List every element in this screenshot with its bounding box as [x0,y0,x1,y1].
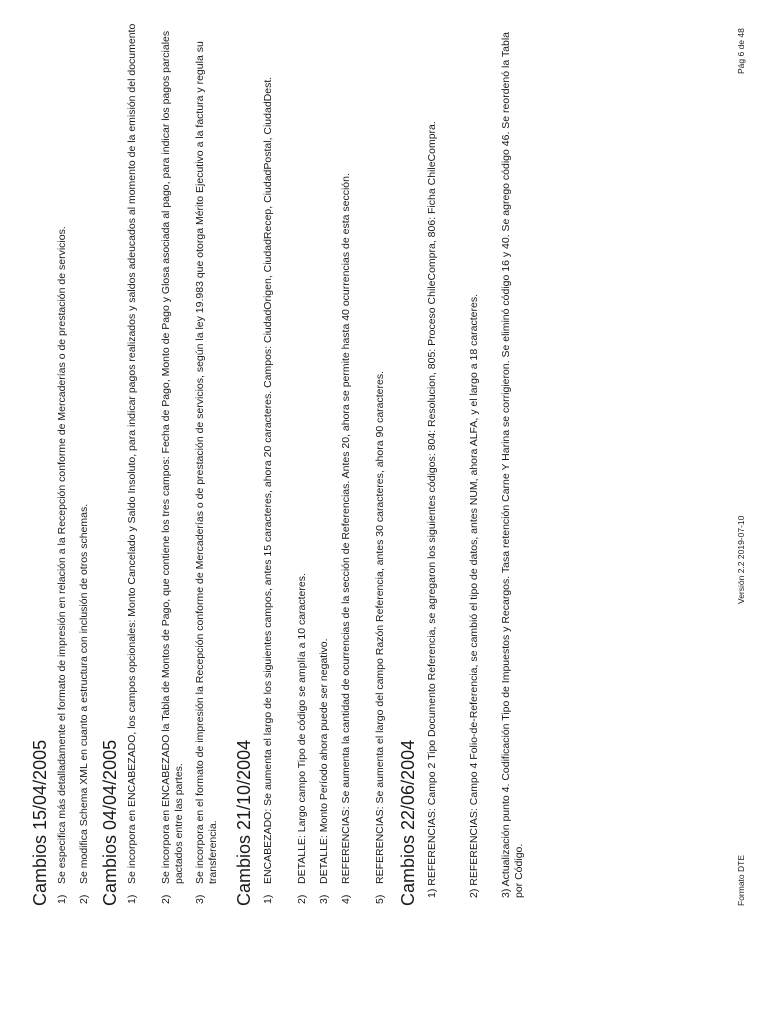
item-number: 2) [296,894,308,904]
item-text: DETALLE: Monto Período ahora puede ser negativo. [318,638,330,884]
item-text: Se incorpora en ENCABEZADO, los campos opcionales: Monto Cancelado y Saldo Insoluto, para indicar pagos realizados y saldos adeucados al momento de la emisión del documento [126,23,138,884]
item-number: 2) [78,894,90,904]
item-text: DETALLE: Largo campo Tipo de código se amplía a 10 caracteres. [296,573,308,884]
footer-document-name: Formato DTE [736,854,746,906]
list-item: 1) REFERENCIAS: Campo 2 Tipo Documento Referencia, se agregaron los siguientes códigos: 804: Resolucion, 805: Proceso ChileCompra, 806: Ficha ChileCompra. [426,121,438,898]
item-number: 1) [262,894,274,904]
item-number: 2) [160,894,172,904]
item-text: Se incorpora en el formato de impresión la Recepción conforme de Mercaderías o de prestación de servicios, según la ley 19.983 que otorga Mérito Ejecutivo a la factura y regula su transferencia. [194,41,219,884]
item-text: Se especifica más detalladamente el formato de impresión en relación a la Recepción conforme de Mercaderías o de prestación de servicios. [56,226,68,884]
item-number: 3) [318,894,330,904]
item-text: REFERENCIAS: Se aumenta el largo del campo Razón Referencia, antes 30 caracteres, ahora 90 caracteres. [374,370,386,884]
item-text: REFERENCIAS: Se aumenta la cantidad de ocurrencias de la sección de Referencias. Antes 20, ahora se permite hasta 40 ocurrencias de esta sección. [340,173,352,884]
item-text: ENCABEZADO: Se aumenta el largo de los siguientes campos, antes 15 caracteres, ahora 20 caracteres. Campos: CiudadOrigen, CiudadRecep, CiudadPostal, CiudadDest. [262,76,274,884]
footer-version: Versión 2.2 2019-07-10 [736,515,746,604]
list-item: 3) Actualización punto 4. Codificación Tipo de Impuestos y Recargos. Tasa retención Carne Y Harina se corrigieron. Se eliminó código 16 y 40. Se agrego código 46. Se reordenó la Tabla por Código. [500,32,525,898]
item-number: 1) [56,894,68,904]
section-title: Cambios 21/10/2004 [234,739,254,906]
section-title: Cambios 04/04/2005 [100,739,120,906]
section-title: Cambios 15/04/2005 [30,739,50,906]
footer-page-number: Pág 6 de 48 [736,28,746,74]
section-title: Cambios 22/06/2004 [398,739,418,906]
item-number: 3) [194,894,206,904]
list-item: 2) REFERENCIAS: Campo 4 Folio-de-Referencia, se cambió el tipo de datos, antes NUM, ahora ALFA, y el largo a 18 caracteres. [468,293,480,898]
item-text: Se incorpora en ENCABEZADO la Tabla de Montos de Pago, que contiene los tres campos: Fecha de Pago, Monto de Pago y Glosa asociada al pago, para indicar los pagos parciales pactados entre las partes. [160,30,185,884]
item-text: Se modifica Schema XML en cuanto a estructura con inclusión de otros schemas. [78,503,90,884]
item-number: 5) [374,894,386,904]
item-number: 4) [340,894,352,904]
item-number: 1) [126,894,138,904]
